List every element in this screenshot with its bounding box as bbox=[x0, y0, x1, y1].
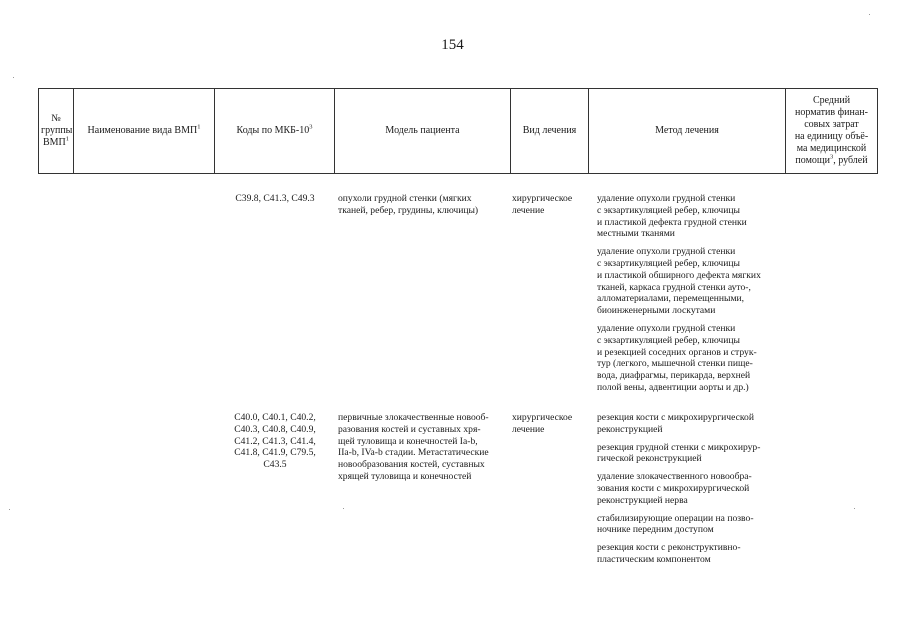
method-item: стабилизирующие операции на позво- ночнике передним доступом bbox=[597, 512, 754, 536]
header-cost-standard: Средний норматив финан- совых затрат на единицу объё- ма медицинской помощи$^3$, рублей bbox=[786, 89, 878, 174]
scan-speck bbox=[343, 508, 344, 509]
header-icd-codes: Коды по МКБ-$10^3$ bbox=[215, 89, 335, 174]
table-header bbox=[38, 88, 878, 174]
row1-patient-model: опухоли грудной стенки (мягких тканей, ребер, грудины, ключицы) bbox=[338, 193, 479, 216]
row2-methods bbox=[597, 412, 760, 572]
method-item: удаление опухоли грудной стенки с экзартикуляцией ребер, ключицы и пластикой обширного дефекта мягких тканей, каркаса грудной стенки ауто-, алломатериалами, перемещенными, биоинженерными лоскутами bbox=[597, 246, 761, 317]
header-group-number: № группы ВМП$^1$ bbox=[39, 89, 74, 174]
scan-speck bbox=[854, 508, 855, 509]
scan-speck bbox=[13, 77, 14, 78]
header-treatment-type: Вид лечения bbox=[511, 89, 589, 174]
scan-speck bbox=[869, 14, 870, 15]
method-item: резекция грудной стенки с микрохирур- гической реконструкцией bbox=[597, 441, 761, 465]
method-item: резекция кости с микрохирургической реконструкцией bbox=[597, 412, 754, 435]
method-item: удаление опухоли грудной стенки с экзартикуляцией ребер, ключицы и пластикой дефекта грудной стенки местными тканями bbox=[597, 193, 747, 240]
page-number: 154 bbox=[441, 37, 464, 53]
header-patient-model: Модель пациента bbox=[335, 89, 511, 174]
row1-treatment-type: хирургическое лечение bbox=[512, 193, 573, 216]
method-item: резекция кости с реконструктивно- пластическим компонентом bbox=[597, 542, 741, 565]
scan-speck bbox=[9, 509, 10, 510]
row2-patient-model: первичные злокачественные новооб- разования костей и суставных хря- щей туловища и конечностей Ia-b, IIa-b, IVa-b стадии. Метастатические новообразования костей, суставных хрящей туловища и конечностей bbox=[338, 412, 489, 482]
header-treatment-method: Метод лечения bbox=[589, 89, 786, 174]
method-item: удаление злокачественного новообра- зования кости с микрохирургической реконструкцией нерва bbox=[597, 471, 752, 506]
row1-methods bbox=[597, 193, 761, 400]
method-item: удаление опухоли грудной стенки с экзартикуляцией ребер, ключицы и резекцией соседних органов и струк- тур (легкого, мышечной стенки пище- вода, диафрагмы, перикарда, верхней полой вены, адвентиции аорты и др.) bbox=[597, 322, 757, 393]
header-vmp-name: Наименование вида ВМП$^1$ bbox=[74, 89, 215, 174]
row2-icd-codes: C40.0, C40.1, C40.2, C40.3, C40.8, C40.9, C41.2, C41.3, C41.4, C41.8, C41.9, C79.5, C43.5 bbox=[234, 412, 316, 471]
row2-treatment-type: хирургическое лечение bbox=[512, 412, 573, 435]
row1-icd-codes: C39.8, C41.3, C49.3 bbox=[235, 193, 315, 204]
